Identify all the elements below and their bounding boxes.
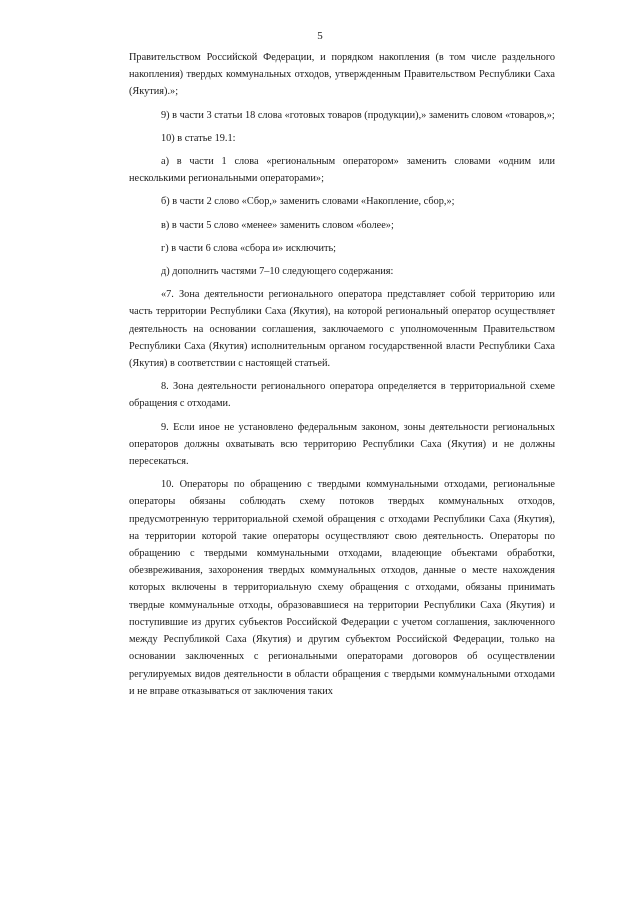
paragraph-part-7: «7. Зона деятельности регионального оператора представляет собой территорию или часть территории Республики Саха (Якутия), на которой региональный оператор осуществляет деятельность на основании соглашения, заключаемого с уполномоченным Правительством Республики Саха (Якутия) исполнительным органом государственной власти Республики Саха (Якутия) в соответствии с настоящей статьей.: [129, 289, 555, 370]
paragraph-item-9: 9) в части 3 статьи 18 слова «готовых товаров (продукции),» заменить словом «товаров,»;: [161, 109, 555, 121]
paragraph-subitem-g: г) в части 6 слова «сбора и» исключить;: [161, 242, 337, 254]
paragraph-subitem-b: б) в части 2 слово «Сбор,» заменить словами «Накопление, сбор,»;: [161, 196, 455, 208]
paragraph-continuation: Правительством Российской Федерации, и порядком накопления (в том числе раздельного накопления) твердых коммунальных отходов, утвержденным Правительством Республики Саха (Якутия).»;: [129, 52, 555, 98]
document-body: [129, 49, 555, 700]
paragraph-item-10: 10) в статье 19.1:: [161, 132, 236, 144]
paragraph-subitem-a: а) в части 1 слова «региональным оператором» заменить словами «одним или несколькими региональными операторами»;: [129, 156, 555, 185]
paragraph-subitem-v: в) в части 5 слово «менее» заменить словом «более»;: [161, 219, 394, 231]
paragraph-part-9: 9. Если иное не установлено федеральным законом, зоны деятельности региональных операторов должны охватывать всю территорию Республики Саха (Якутия) и не должны пересекаться.: [129, 421, 555, 468]
paragraph-part-10: 10. Операторы по обращению с твердыми коммунальными отходами, региональные операторы обязаны соблюдать схему потоков твердых коммунальных отходов, предусмотренную территориальной схемой обращения с отходами Республики Саха (Якутия), на территории которой такие операторы осуществляют свою деятельность. Операторы по обращению с твердыми коммунальными отходами, владеющие объектами обработки, обезвреживания, захоронения твердых коммунальных отходов, данные о месте нахождения которых включены в территориальную схему обращения с отходами, обязаны принимать твердые коммунальные отходы, образовавшиеся на территории Республики Саха (Якутия) и поступившие из других субъектов Российской Федерации с учетом соглашения, заключенного между Республикой Саха (Якутия) и другим субъектом Российской Федерации, только на основании заключенных с региональными операторами договоров об осуществлении регулируемых видов деятельности в области обращения с твердыми коммунальными отходами и не вправе отказываться от заключения таких: [129, 479, 555, 697]
paragraph-subitem-d: д) дополнить частями 7–10 следующего содержания:: [161, 266, 394, 278]
paragraph-part-8: 8. Зона деятельности регионального оператора определяется в территориальной схеме обращения с отходами.: [129, 381, 555, 410]
page-number: 5: [317, 30, 323, 42]
